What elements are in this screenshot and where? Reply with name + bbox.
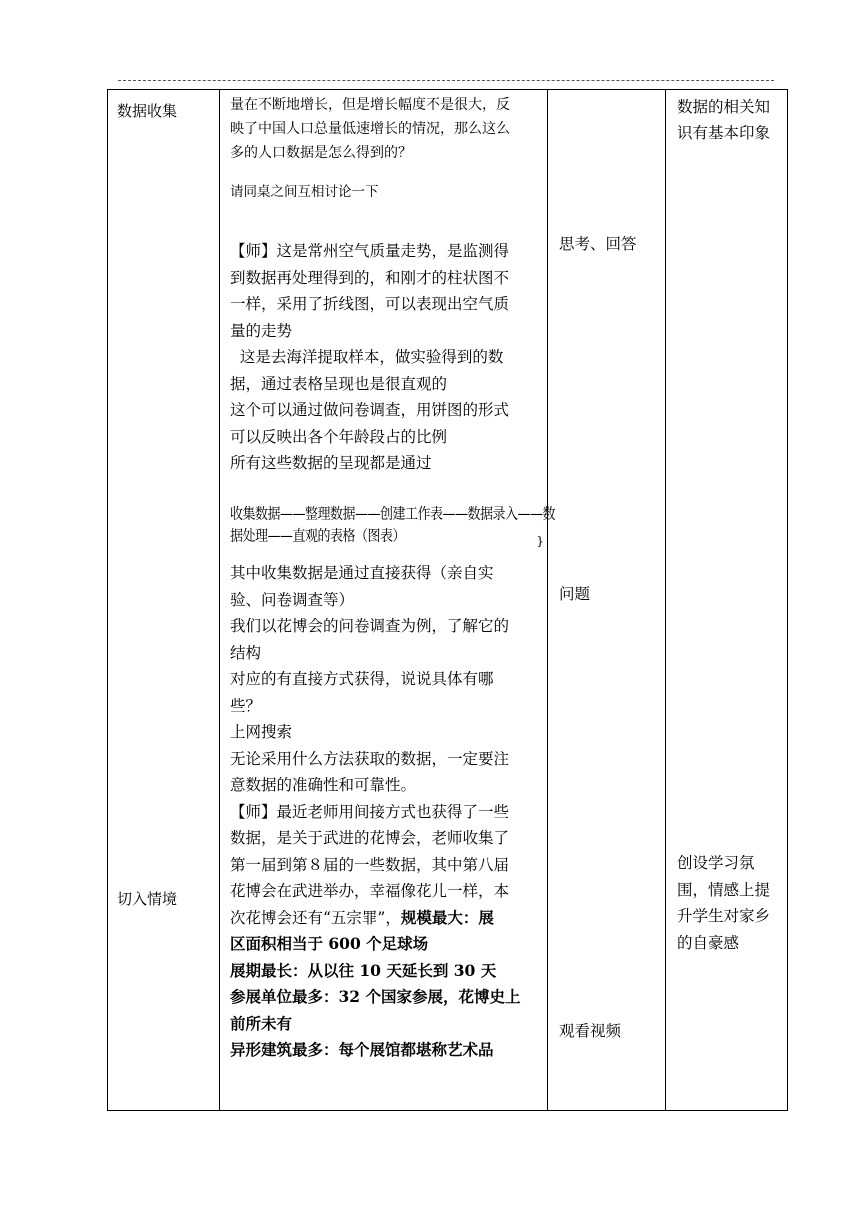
lesson-plan-table bbox=[107, 89, 788, 1111]
text-line: 第一届到第８届的一些数据，其中第八届 bbox=[230, 855, 510, 874]
stray-mark: } bbox=[536, 534, 544, 548]
text-line: 其中收集数据是通过直接获得（亲自实 bbox=[230, 564, 494, 582]
label-situation-entry: 切入情境 bbox=[117, 890, 178, 908]
text-line: 我们以花博会的问卷调查为例，了解它的 bbox=[230, 617, 510, 635]
text-line: 的自豪感 bbox=[677, 933, 740, 952]
discuss-prompt: 请同桌之间互相讨论一下 bbox=[230, 184, 379, 200]
after-paragraph bbox=[230, 560, 545, 1064]
text-line: 升学生对家乡 bbox=[677, 907, 771, 925]
text-line: 花博会在武进举办，幸福像花儿一样，本 bbox=[230, 882, 510, 900]
header-dashed-rule bbox=[118, 80, 774, 81]
text-line: 这是去海洋提取样本，做实验得到的数 bbox=[230, 348, 504, 366]
student-activity-cell bbox=[548, 90, 666, 1111]
main-paragraph bbox=[230, 238, 545, 477]
text-line: 对应的有直接方式获得，说说具体有哪 bbox=[230, 670, 494, 688]
text-line: 所有这些数据的呈现都是通过 bbox=[230, 454, 432, 472]
text-line: 结构 bbox=[230, 643, 262, 662]
process-line: 据处理——直观的表格（图表） bbox=[230, 527, 406, 546]
process-line: 收集数据——整理数据——创建工作表——数据录入——数 bbox=[230, 505, 556, 524]
label-data-collection: 数据收集 bbox=[117, 102, 178, 120]
text-line: 一样，采用了折线图，可以表现出空气质 bbox=[230, 295, 510, 313]
intro-paragraph bbox=[230, 93, 545, 165]
five-records-first: 规模最大：展 bbox=[400, 907, 494, 927]
text-line: 【师】最近老师用间接方式也获得了一些 bbox=[230, 802, 510, 821]
text-line: 创设学习氛 bbox=[677, 854, 755, 872]
text-line-bold: 参展单位最多：32 个国家参展，花博史上 bbox=[230, 987, 521, 1006]
text-line: 验、问卷调查等） bbox=[230, 590, 355, 609]
design-intent-cell bbox=[666, 90, 788, 1111]
text-line: 识有基本印象 bbox=[677, 124, 771, 142]
text-line: 些？ bbox=[230, 696, 262, 715]
text-line bbox=[230, 905, 545, 932]
text-line: 量在不断地增长，但是增长幅度不是很大，反 bbox=[230, 97, 510, 113]
text-line: 围，情感上提 bbox=[677, 880, 771, 899]
text-line: 这个可以通过做问卷调查，用饼图的形式 bbox=[230, 401, 510, 419]
text-line: 量的走势 bbox=[230, 321, 293, 340]
text-line: 到数据再处理得到的，和刚才的柱状图不 bbox=[230, 268, 510, 287]
text-line: 可以反映出各个年龄段占的比例 bbox=[230, 427, 448, 446]
five-records-prefix: 次花博会还有“五宗罪”， bbox=[230, 908, 401, 927]
text-line: 意数据的准确性和可靠性。 bbox=[230, 776, 417, 794]
table-row bbox=[108, 90, 788, 1111]
text-line-bold: 展期最长：从以往 10 天延长到 30 天 bbox=[230, 960, 497, 980]
intent-create-situation bbox=[677, 850, 785, 956]
text-line: 数据的相关知 bbox=[677, 98, 771, 116]
process-flow bbox=[230, 504, 556, 548]
text-line-bold: 区面积相当于 600 个足球场 bbox=[230, 934, 429, 953]
text-line: 【师】这是常州空气质量走势，是监测得 bbox=[230, 242, 510, 260]
text-line: 据，通过表格呈现也是很直观的 bbox=[230, 374, 448, 393]
text-line: 映了中国人口总量低速增长的情况，那么这么 bbox=[230, 121, 510, 137]
intent-basic-impression bbox=[677, 94, 785, 146]
text-line-bold: 前所未有 bbox=[230, 1013, 293, 1033]
activity-question: 问题 bbox=[559, 585, 591, 603]
text-line: 上网搜索 bbox=[230, 723, 293, 741]
text-line: 多的人口数据是怎么得到的？ bbox=[230, 145, 412, 161]
teacher-content-cell bbox=[220, 90, 556, 1111]
text-line: 数据，是关于武进的花博会，老师收集了 bbox=[230, 829, 510, 847]
activity-watch-video: 观看视频 bbox=[559, 1022, 622, 1040]
activity-think-answer: 思考、回答 bbox=[559, 235, 637, 253]
text-line-bold: 异形建筑最多：每个展馆都堪称艺术品 bbox=[230, 1040, 494, 1059]
text-line: 无论采用什么方法获取的数据，一定要注 bbox=[230, 749, 510, 768]
label-cell bbox=[108, 90, 220, 1111]
